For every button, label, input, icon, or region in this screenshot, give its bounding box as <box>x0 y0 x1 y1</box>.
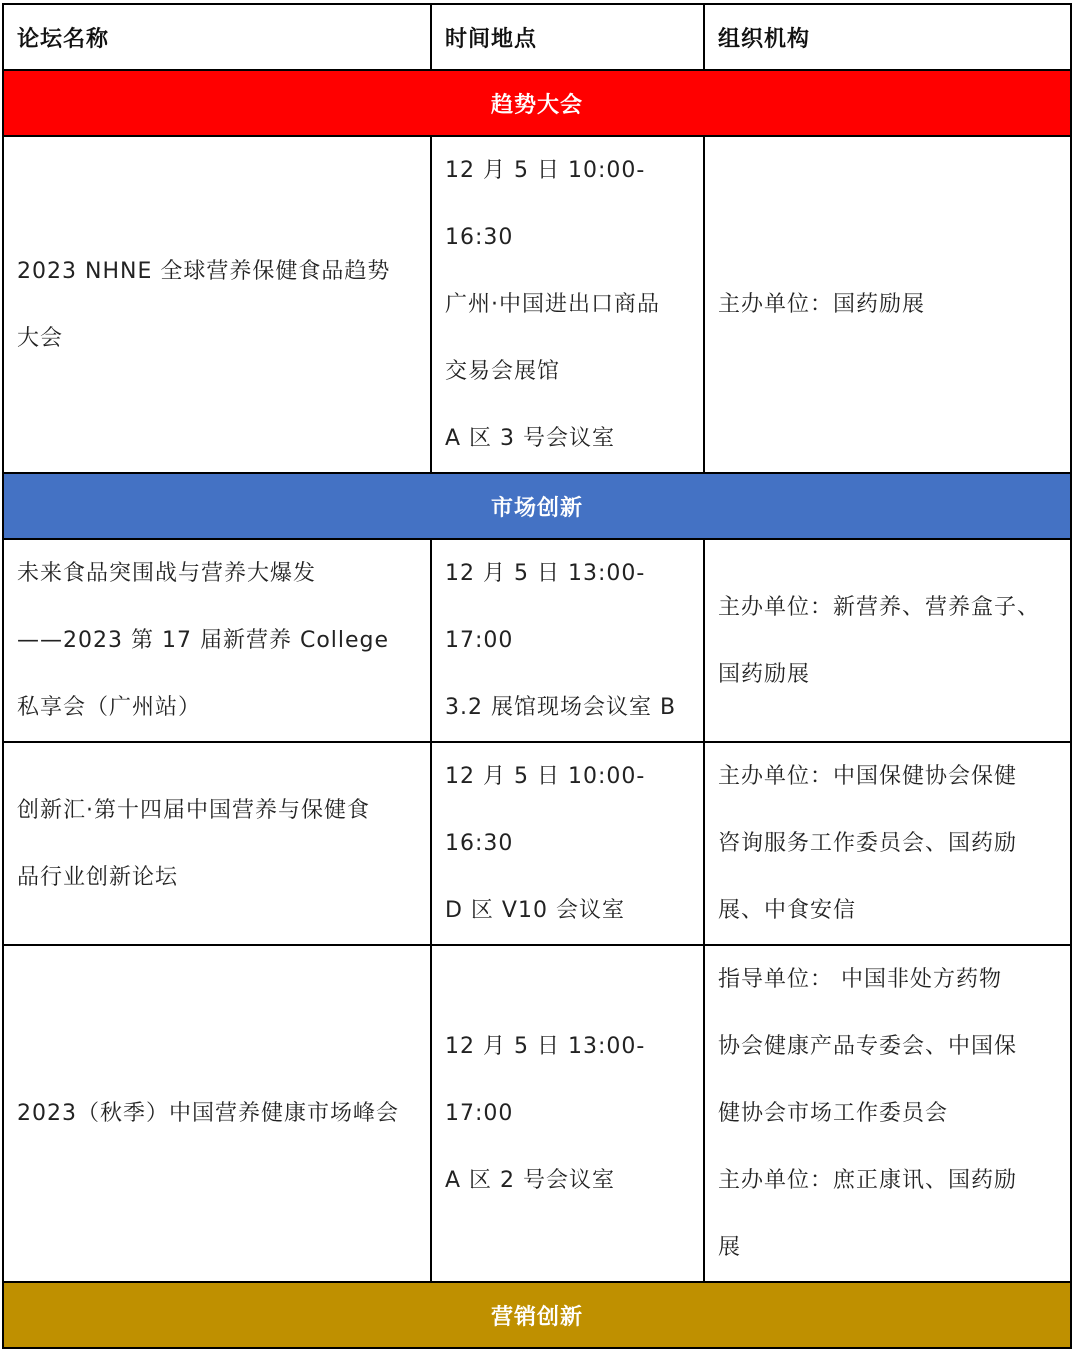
organizer-cell <box>704 539 1071 742</box>
header-organizer: 组织机构 <box>704 4 1071 70</box>
forum-name-line: 大会 <box>17 325 64 351</box>
forum-table <box>2 3 1072 1349</box>
forum-name-line: 2023 NHNE 全球营养保健食品趋势 <box>17 258 391 284</box>
forum-name-cell <box>3 539 431 742</box>
section-row-trend <box>3 70 1071 136</box>
time-location-cell <box>431 136 704 473</box>
header-time-location: 时间地点 <box>431 4 704 70</box>
time-location-line: 广州·中国进出口商品 <box>445 292 660 317</box>
time-location-line: 12 月 5 日 13:00-17:00 <box>445 1034 646 1126</box>
time-location-line: D 区 V10 会议室 <box>445 898 625 923</box>
organizer-line: 协会健康产品专委会、中国保 <box>718 1034 1018 1059</box>
forum-name-line: 创新汇·第十四届中国营养与保健食 <box>17 797 370 823</box>
organizer-line: 主办单位：国药励展 <box>718 292 926 317</box>
organizer-cell <box>704 742 1071 945</box>
time-location-line: 12 月 5 日 13:00-17:00 <box>445 561 646 653</box>
forum-name-line: 私享会（广州站） <box>17 695 202 720</box>
section-row-marketing <box>3 1282 1071 1348</box>
forum-name-cell <box>3 945 431 1282</box>
organizer-line: 咨询服务工作委员会、国药励 <box>718 831 1018 856</box>
time-location-cell <box>431 539 704 742</box>
time-location-line: A 区 3 号会议室 <box>445 426 616 451</box>
section-title-market: 市场创新 <box>3 473 1071 539</box>
organizer-line: 展 <box>718 1235 742 1260</box>
time-location-line: 交易会展馆 <box>445 359 561 384</box>
organizer-line: 主办单位：中国保健协会保健 <box>718 764 1018 789</box>
header-forum-name: 论坛名称 <box>3 4 431 70</box>
table-header-row <box>3 4 1071 70</box>
section-row-market <box>3 473 1071 539</box>
forum-name-cell <box>3 136 431 473</box>
organizer-line: 健协会市场工作委员会 <box>718 1101 949 1126</box>
organizer-cell <box>704 945 1071 1282</box>
organizer-line: 展、中食安信 <box>718 898 857 923</box>
time-location-line: 12 月 5 日 10:00-16:30 <box>445 764 646 856</box>
time-location-line: 12 月 5 日 10:00-16:30 <box>445 158 646 250</box>
forum-name-cell <box>3 742 431 945</box>
time-location-line: 3.2 展馆现场会议室 B <box>445 695 677 720</box>
forum-name-line: 2023（秋季）中国营养健康市场峰会 <box>17 1101 399 1126</box>
forum-name-line: 品行业创新论坛 <box>17 864 179 890</box>
organizer-cell <box>704 136 1071 473</box>
organizer-line: 主办单位：新营养、营养盒子、 <box>718 594 1041 620</box>
table-row <box>3 136 1071 473</box>
time-location-line: A 区 2 号会议室 <box>445 1168 616 1193</box>
section-title-marketing: 营销创新 <box>3 1282 1071 1348</box>
forum-name-line: 未来食品突围战与营养大爆发 <box>17 561 317 586</box>
time-location-cell <box>431 945 704 1282</box>
forum-name-line: ——2023 第 17 届新营养 College <box>17 628 390 653</box>
time-location-cell <box>431 742 704 945</box>
section-title-trend: 趋势大会 <box>3 70 1071 136</box>
table-row <box>3 539 1071 742</box>
table-row <box>3 742 1071 945</box>
organizer-line: 国药励展 <box>718 661 811 687</box>
organizer-line: 主办单位：庶正康讯、国药励 <box>718 1168 1018 1193</box>
organizer-line: 指导单位： 中国非处方药物 <box>718 967 1002 992</box>
table-row <box>3 945 1071 1282</box>
